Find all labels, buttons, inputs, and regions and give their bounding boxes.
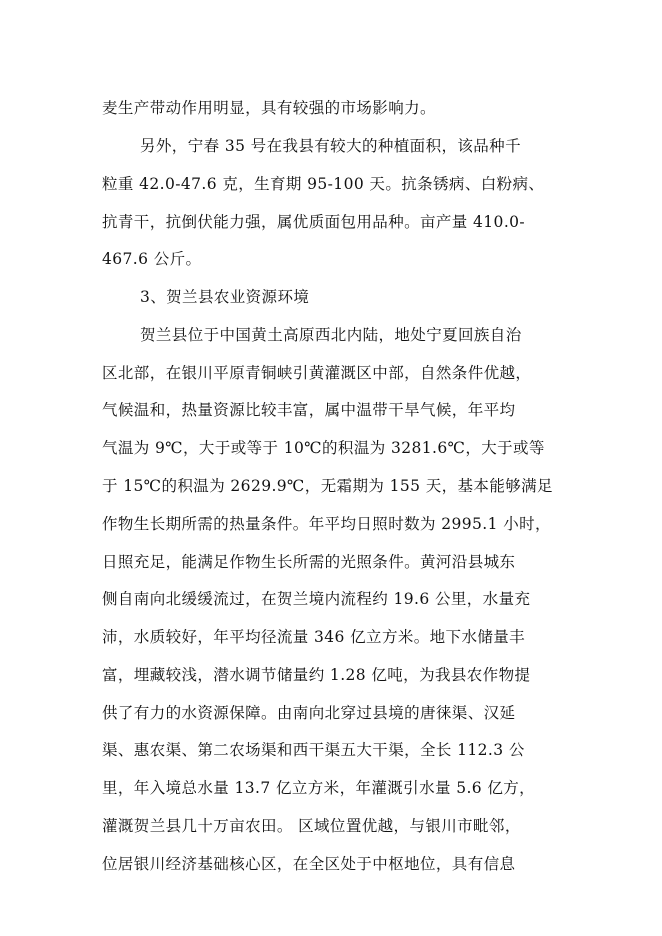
text-line-3: 粒重 42.0-47.6 克，生育期 95-100 天。抗条锈病、白粉病、 (102, 175, 545, 193)
text-line-10: 气温为 9℃，大于或等于 10℃的积温为 3281.6℃，大于或等 (102, 439, 545, 457)
text-line-1: 麦生产带动作用明显，具有较强的市场影响力。 (102, 99, 436, 117)
section-heading: 3、贺兰县农业资源环境 (140, 288, 310, 306)
text-line-7: 贺兰县位于中国黄土高原西北内陆，地处宁夏回族自治 (140, 326, 522, 344)
text-line-8: 区北部，在银川平原青铜峡引黄灌溉区中部，自然条件优越， (102, 364, 532, 382)
text-line-19: 里，年入境总水量 13.7 亿立方米，年灌溉引水量 5.6 亿方， (102, 779, 536, 797)
text-line-9: 气候温和，热量资源比较丰富，属中温带干旱气候，年平均 (102, 401, 516, 419)
text-line-4: 抗青干，抗倒伏能力强，属优质面包用品种。亩产量 410.0- (102, 213, 526, 231)
text-line-12: 作物生长期所需的热量条件。年平均日照时数为 2995.1 小时， (102, 515, 551, 533)
text-line-20: 灌溉贺兰县几十万亩农田。 区域位置优越，与银川市毗邻， (102, 817, 521, 835)
text-line-21: 位居银川经济基础核心区，在全区处于中枢地位，具有信息 (102, 855, 516, 873)
text-line-14: 侧自南向北缓缓流过，在贺兰境内流程约 19.6 公里，水量充 (102, 590, 531, 608)
text-line-5: 467.6 公斤。 (102, 250, 202, 268)
text-line-15: 沛，水质较好，年平均径流量 346 亿立方米。地下水储量丰 (102, 628, 526, 646)
text-line-13: 日照充足，能满足作物生长所需的光照条件。黄河沿县城东 (102, 553, 516, 571)
text-line-11: 于 15℃的积温为 2629.9℃，无霜期为 155 天，基本能够满足 (102, 477, 553, 495)
text-line-17: 供了有力的水资源保障。由南向北穿过县境的唐徕渠、汉延 (102, 704, 516, 722)
text-line-18: 渠、惠农渠、第二农场渠和西干渠五大干渠，全长 112.3 公 (102, 741, 525, 759)
text-line-2: 另外，宁春 35 号在我县有较大的种植面积，该品种千 (140, 137, 521, 155)
text-line-16: 富，埋藏较浅，潜水调节储量约 1.28 亿吨，为我县农作物提 (102, 666, 531, 684)
